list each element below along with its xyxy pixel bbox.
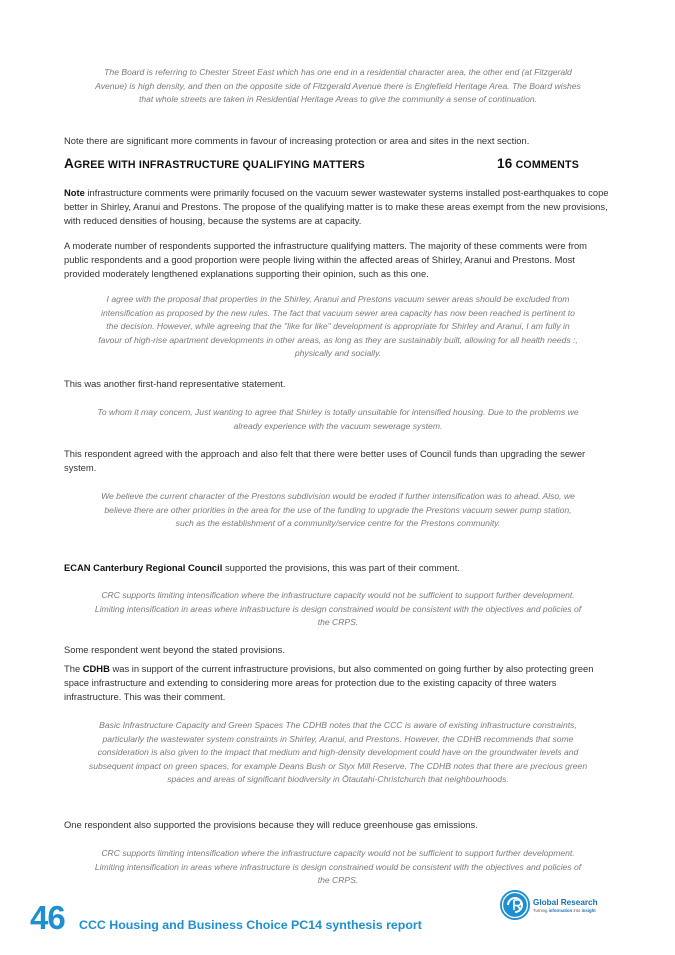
quote-shirley-aranui-prestons: I agree with the proposal that properties in the Shirley, Aranui and Prestons vacuum sewer areas should be excluded from intensification as proposed by the new rules. The fact that vacuum sewer area capacity has now been reached is pertinent to the decision. However, while agreeing that the "like for like" development is appropriate for Shirley and Aranui, I am fully in favour of high-rise apartment developments in other areas, as long as they are sustainably built, allowing for all health needs :, physically and socially.: [98, 294, 578, 359]
paragraph-greenhouse: One respondent also supported the provisions because they will reduce greenhouse gas emissions.: [64, 819, 478, 830]
paragraph-moderate-number: A moderate number of respondents supported the infrastructure qualifying matters. The majority of these comments were from public respondents and a good proportion were people living within the affected areas of Shirley, Aranui and Prestons. Most provided moderately lengthened explanations supporting their opinion, such as this one.: [64, 240, 587, 280]
quote-cdhb-green-spaces: Basic Infrastructure Capacity and Green Spaces The CDHB notes that the CCC is aware of existing infrastructure constraints, particularly the wastewater system constraints in Shirley, Aranui, and Prestons. However, the CDHB recommends that some consideration is also given to the impact that medium and high-density development could have on the groundwater levels and subsequent impact on green spaces, for example Deans Bush or Styx Mill Reserve. The CDHB notes that there are precious green spaces and areas of significant biodiversity in Ōtautahi-Christchurch that neighbourhoods.: [88, 720, 588, 785]
note-label: Note: [64, 187, 85, 198]
quote-board-heritage: The Board is referring to Chester Street East which has one end in a residential character area, the other end (at Fitzgerald Avenue) is high density, and then on the opposite side of Fitzgerald Avenue there is Englefield Heritage Area. The Board wishes that whole streets are taken in Residential Heritage Areas to give the community a sense of continuation.: [95, 67, 581, 105]
heading-comment-count: 16 COMMENTS: [497, 156, 579, 171]
paragraph-cdhb: The CDHB was in support of the current infrastructure provisions, but also commented on going further by also protecting green space infrastructure and extending to considering more areas for protection due to the existing capacity of three waters infrastructure. This was their comment.: [64, 663, 594, 703]
logo-tagline: Turning information into insight: [533, 908, 596, 913]
quote-crc-2: CRC supports limiting intensification where the infrastructure capacity would not be sufficient to support further development. Limiting intensification in areas where infrastructure is design constrained would be consistent with the objectives and policies of the CRPS.: [94, 848, 582, 886]
section-heading: [64, 156, 612, 171]
logo-mark-icon: [499, 889, 531, 921]
paragraph-better-uses: This respondent agreed with the approach and also felt that there were better uses of Council funds than upgrading the sewer system.: [64, 448, 586, 474]
page-number: 46: [30, 899, 65, 936]
ecan-label: ECAN Canterbury Regional Council: [64, 562, 223, 573]
paragraph-note: Note infrastructure comments were primarily focused on the vacuum sewer wastewater systems installed post-earthquakes to cope better in Shirley, Aranui and Prestons. The propose of the qualifying matter is to make these areas exempt from the new provisions, with reduced densities of housing, because the systems are at capacity.: [64, 187, 609, 227]
paragraph-ecan: ECAN Canterbury Regional Council supported the provisions, this was part of their comment.: [64, 562, 460, 573]
logo-name: Global Research: [533, 898, 598, 907]
paragraph-went-beyond: Some respondent went beyond the stated provisions.: [64, 644, 285, 655]
heading-title: AGREE WITH INFRASTRUCTURE QUALIFYING MATTERS: [64, 156, 365, 171]
cdhb-label: CDHB: [82, 663, 110, 674]
quote-crc-1: CRC supports limiting intensification where the infrastructure capacity would not be sufficient to support further development. Limiting intensification in areas where infrastructure is design constrained would be consistent with the objectives and policies of the CRPS.: [94, 590, 582, 628]
quote-prestons-character: We believe the current character of the Prestons subdivision would be eroded if further intensification was to ahead. Also, we believe there are other priorities in the area for the use of the funding to upgrade the Prestons vacuum sewer pump station, such as the establishment of a community/service centre for the Prestons community.: [101, 491, 575, 529]
paragraph-first-hand: This was another first-hand representative statement.: [64, 378, 286, 389]
quote-shirley-unsuitable: To whom it may concern, Just wanting to agree that Shirley is totally unsuitable for intensified housing. Due to the problems we already experience with the vacuum sewerage system.: [97, 407, 579, 431]
global-research-logo: [499, 889, 619, 921]
paragraph-significant-comments: Note there are significant more comments in favour of increasing protection or area and sites in the next section.: [64, 135, 530, 146]
footer-report-title: CCC Housing and Business Choice PC14 synthesis report: [79, 918, 422, 932]
